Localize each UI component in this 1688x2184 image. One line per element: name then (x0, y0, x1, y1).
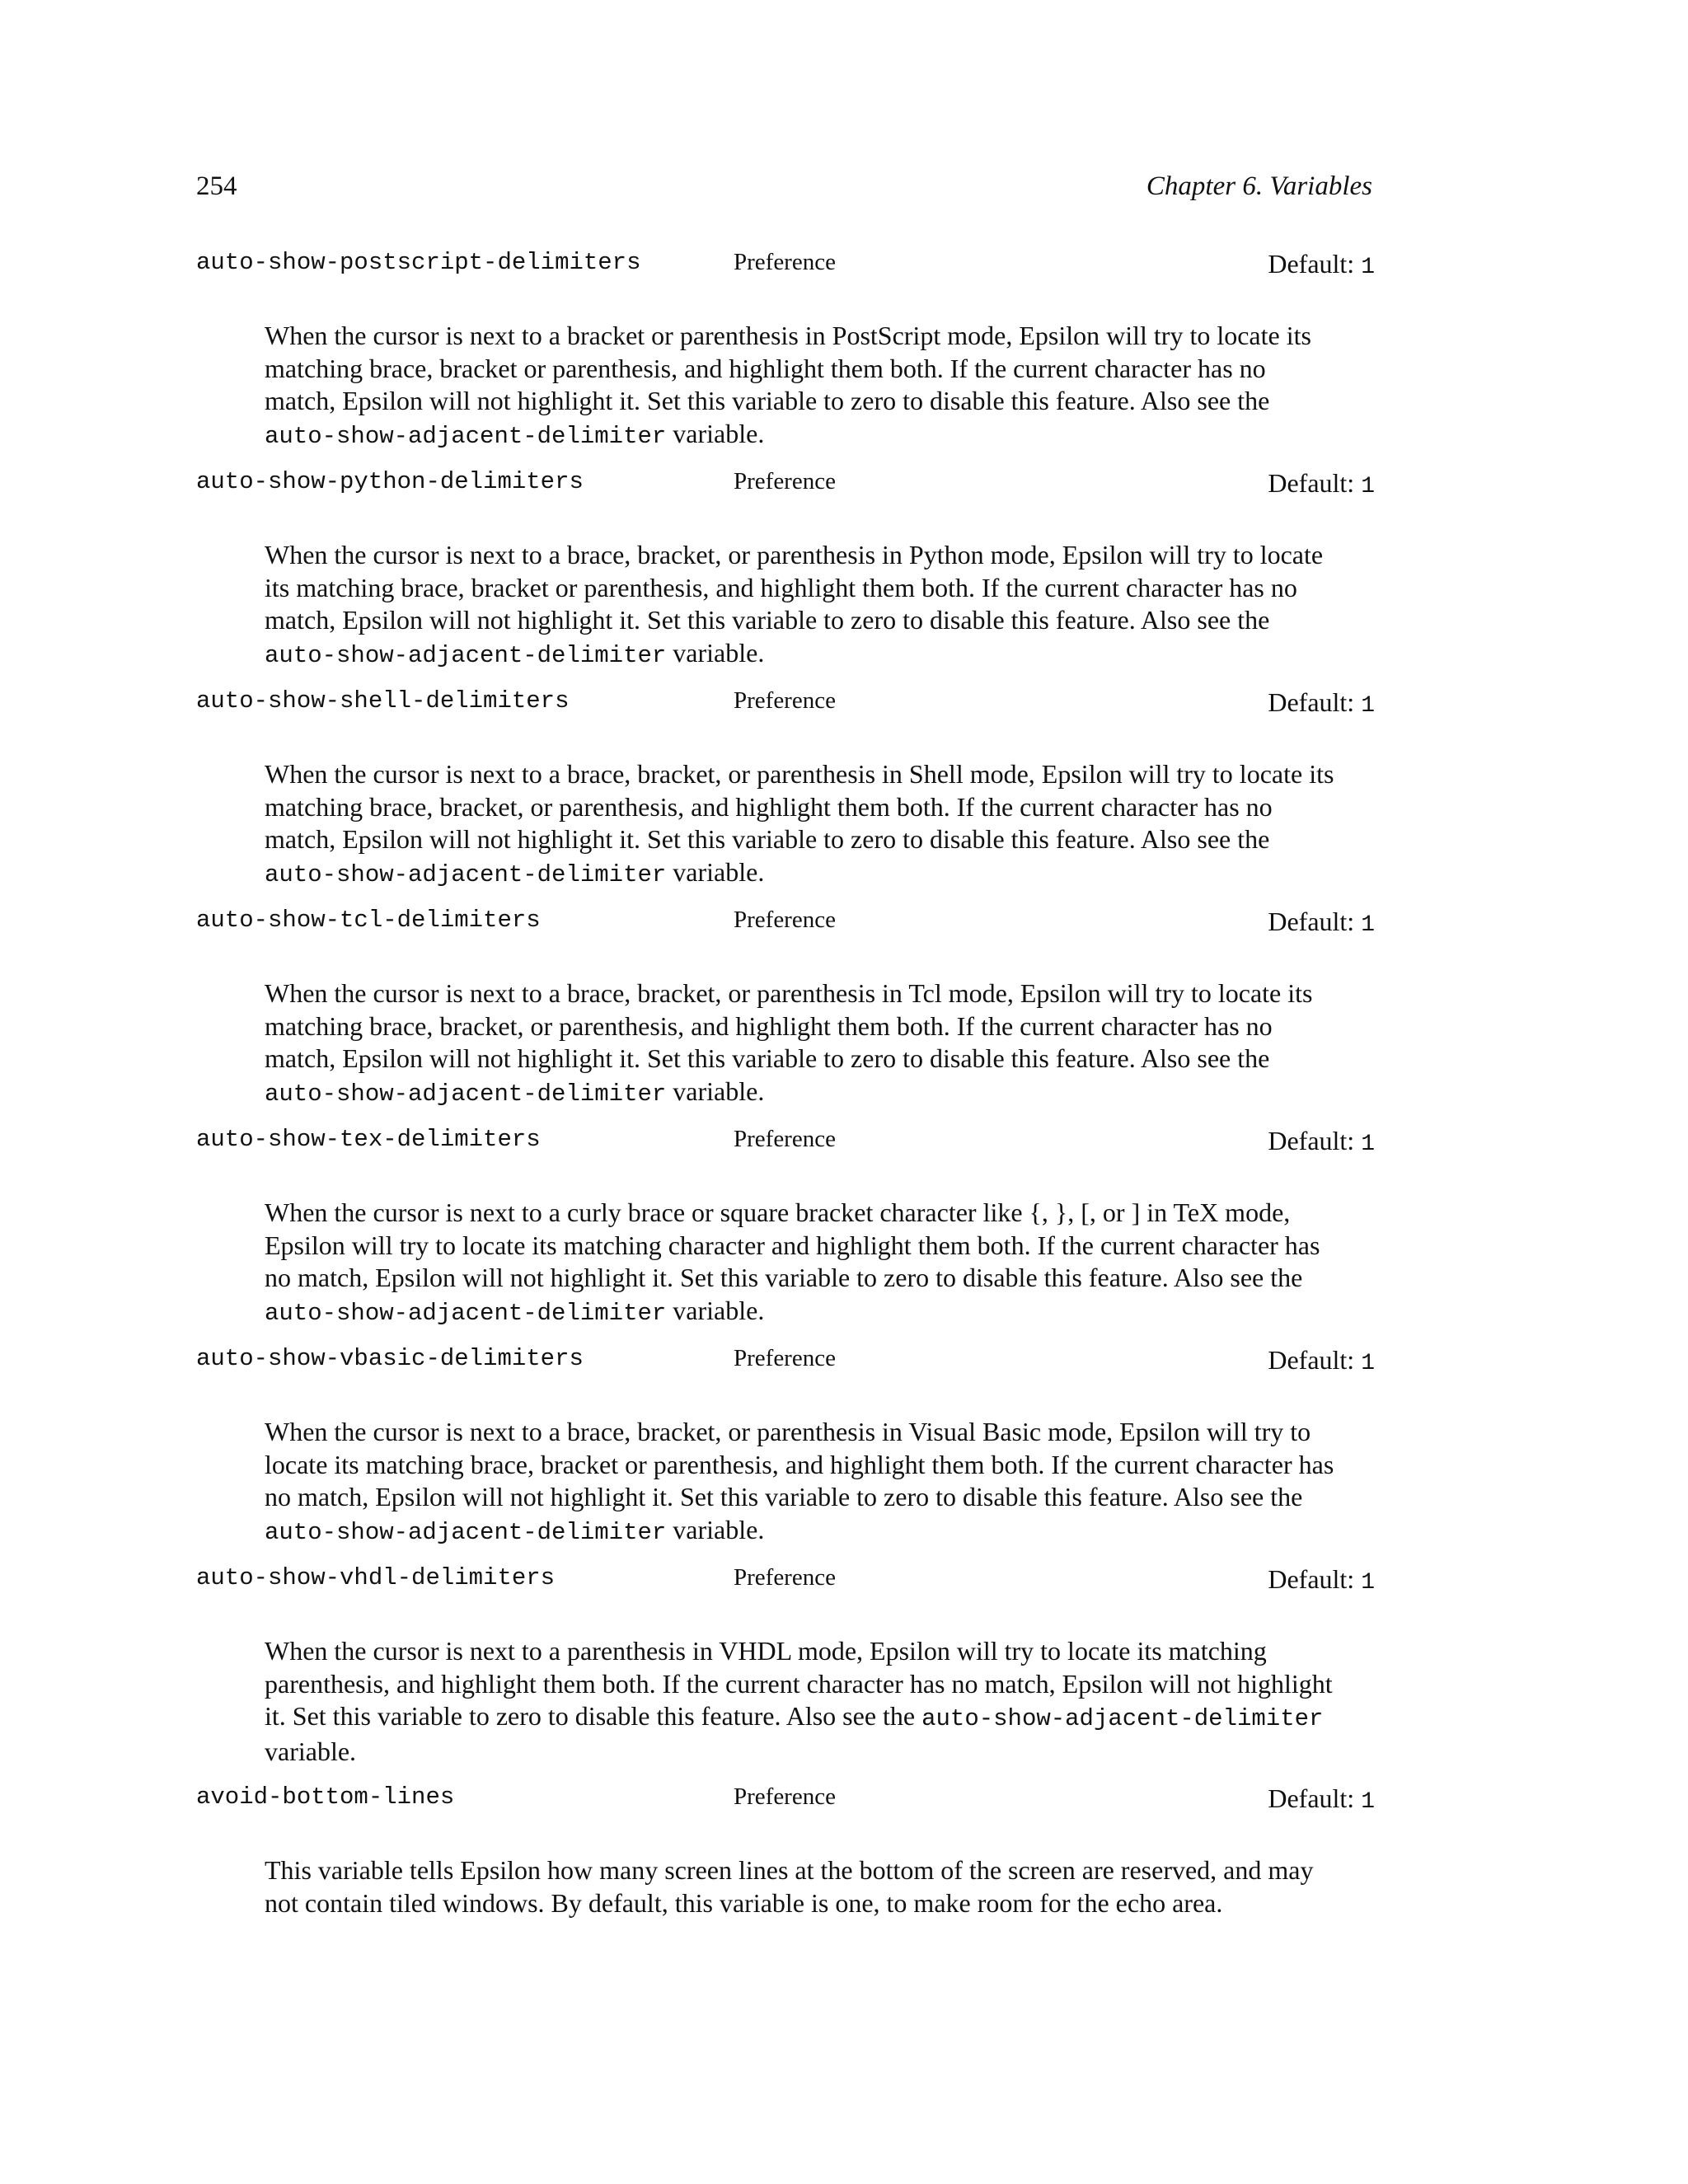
variable-default: Default: 1 (1268, 1126, 1375, 1157)
variable-name: auto-show-vhdl-delimiters (196, 1564, 556, 1591)
variable-default: Default: 1 (1268, 249, 1375, 280)
variable-name: auto-show-vbasic-delimiters (196, 1345, 584, 1372)
variable-description: When the cursor is next to a brace, bracket, or parenthesis in Tcl mode, Epsilon will try to locate its matching brace, bracket, or parenthesis, and highlight them both. If the current character has no match, Epsilon will not highlight it. Set this variable to zero to disable this feature. Also see the auto-show-adjacent-delimiter variable. (265, 978, 1313, 1108)
variable-name: auto-show-postscript-delimiters (196, 249, 641, 276)
variable-type: Preference (734, 249, 836, 275)
variable-entry (196, 468, 1375, 672)
chapter-title: Chapter 6. Variables (1146, 171, 1372, 201)
variable-type: Preference (734, 687, 836, 714)
variable-description: When the cursor is next to a curly brace or square bracket character like {, }, [, or ] in TeX mode, Epsilon will try to locate its matching character and highlight them both. If the current character has no match, Epsilon will not highlight it. Set this variable to zero to disable this feature. Also see the auto-show-adjacent-delimiter variable. (265, 1197, 1320, 1327)
variable-description: When the cursor is next to a brace, bracket, or parenthesis in Python mode, Epsilon will try to locate its matching brace, bracket or parenthesis, and highlight them both. If the current character has no match, Epsilon will not highlight it. Set this variable to zero to disable this feature. Also see the auto-show-adjacent-delimiter variable. (265, 540, 1324, 669)
variable-default: Default: 1 (1268, 468, 1375, 499)
variable-entry (196, 687, 1375, 891)
variable-name: auto-show-shell-delimiters (196, 687, 570, 715)
variable-default: Default: 1 (1268, 1564, 1375, 1596)
variable-type: Preference (734, 468, 836, 494)
variable-default: Default: 1 (1268, 1783, 1375, 1815)
variable-description: When the cursor is next to a parenthesis in VHDL mode, Epsilon will try to locate its matching parenthesis, and highlight them both. If the current character has no match, Epsilon will not highlight it. Set this variable to zero to disable this feature. Also see the auto-show-adjacent-delimiter variable. (265, 1636, 1333, 1766)
variable-description: When the cursor is next to a brace, bracket, or parenthesis in Visual Basic mode, Epsilon will try to locate its matching brace, bracket or parenthesis, and highlight them both. If the current character has no match, Epsilon will not highlight it. Set this variable to zero to disable this feature. Also see the auto-show-adjacent-delimiter variable. (265, 1417, 1334, 1546)
variable-type: Preference (734, 1783, 836, 1810)
variable-name: auto-show-tcl-delimiters (196, 907, 541, 934)
variable-name: avoid-bottom-lines (196, 1783, 455, 1811)
page-number: 254 (196, 171, 237, 201)
variable-default: Default: 1 (1268, 1345, 1375, 1376)
variable-description: When the cursor is next to a bracket or parenthesis in PostScript mode, Epsilon will try to locate its matching brace, bracket or parenthesis, and highlight them both. If the current character has no match, Epsilon will not highlight it. Set this variable to zero to disable this feature. Also see the auto-show-adjacent-delimiter variable. (265, 321, 1311, 450)
variable-default: Default: 1 (1268, 907, 1375, 938)
variable-type: Preference (734, 907, 836, 933)
variable-description: This variable tells Epsilon how many screen lines at the bottom of the screen are reserved, and may not contain tiled windows. By default, this variable is one, to make room for the echo area. (265, 1855, 1314, 1918)
variable-entry (196, 1783, 1375, 1922)
variable-type: Preference (734, 1345, 836, 1371)
variable-description: When the cursor is next to a brace, bracket, or parenthesis in Shell mode, Epsilon will try to locate its matching brace, bracket, or parenthesis, and highlight them both. If the current character has no match, Epsilon will not highlight it. Set this variable to zero to disable this feature. Also see the auto-show-adjacent-delimiter variable. (265, 759, 1334, 888)
variable-entry (196, 1126, 1375, 1329)
variable-entry (196, 907, 1375, 1110)
variable-entry (196, 1345, 1375, 1549)
variable-entry (196, 249, 1375, 452)
variable-type: Preference (734, 1126, 836, 1152)
variable-name: auto-show-python-delimiters (196, 468, 584, 495)
variable-name: auto-show-tex-delimiters (196, 1126, 541, 1153)
variable-entry (196, 1564, 1375, 1768)
variable-default: Default: 1 (1268, 687, 1375, 719)
variable-type: Preference (734, 1564, 836, 1591)
